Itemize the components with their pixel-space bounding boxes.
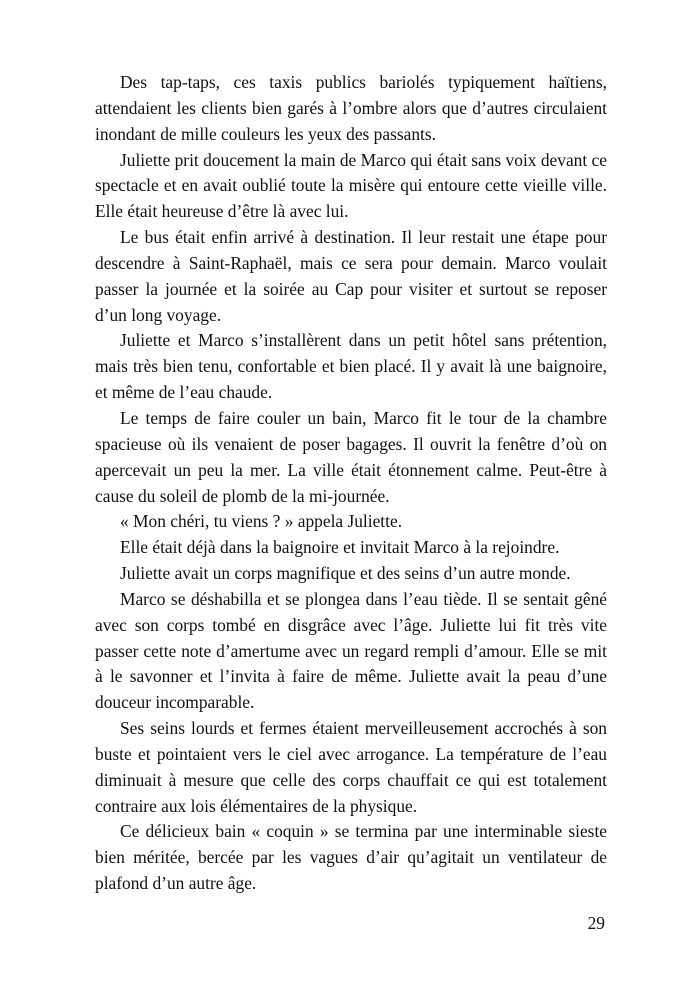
paragraph: Juliette prit doucement la main de Marco qui était sans voix devant ce spectacle et en avait oublié toute la misère qui entoure cette vieille ville. Elle était heureuse d’être là avec lui. [95,149,607,222]
paragraph: Ses seins lourds et fermes étaient merveilleusement accrochés à son buste et pointaient vers le ciel avec arrogance. La température de l’eau diminuait à mesure que celle des corps chauffait ce qui est totalement contraire aux lois élémentaires de la physique. [95,718,607,816]
paragraph: Marco se déshabilla et se plongea dans l’eau tiède. Il se sentait gêné avec son corps tombé en disgrâce avec l’âge. Juliette lui fit très vite passer cette note d’amertume avec un regard rempli d’amour. Elle se mit à le savonner et l’invita à faire de même. Juliette avait la peau d’une douceur incomparable. [95,588,607,713]
page-number: 29 [587,913,605,933]
paragraph: Juliette et Marco s’installèrent dans un petit hôtel sans prétention, mais très bien tenu, confortable et bien placé. Il y avait là une baignoire, et même de l’eau chaude. [95,330,607,403]
paragraph: Des tap-taps, ces taxis publics bariolés typiquement haïtiens, attendaient les clients bien garés à l’ombre alors que d’autres circulaient inondant de mille couleurs les yeux des passants. [95,72,607,144]
paragraph: Juliette avait un corps magnifique et des seins d’un autre monde. [120,563,571,584]
paragraph: Elle était déjà dans la baignoire et invitait Marco à la rejoindre. [120,537,560,558]
paragraph: « Mon chéri, tu viens ? » appela Juliette. [120,511,403,532]
paragraph: Le bus était enfin arrivé à destination. Il leur restait une étape pour descendre à Saint-Raphaël, mais ce sera pour demain. Marco voulait passer la journée et la soirée au Cap pour visiter et surtout se reposer d’un long voyage. [95,227,607,325]
paragraph: Le temps de faire couler un bain, Marco fit le tour de la chambre spacieuse où ils venaient de poser bagages. Il ouvrit la fenêtre d’où on apercevait un peu la mer. La ville était étonnement calme. Peut-être à cause du soleil de plomb de la mi-journée. [95,407,607,506]
body-text [95,70,607,897]
paragraph: Ce délicieux bain « coquin » se termina par une interminable sieste bien méritée, bercée par les vagues d’air qu’agitait un ventilateur de plafond d’un autre âge. [95,821,607,894]
